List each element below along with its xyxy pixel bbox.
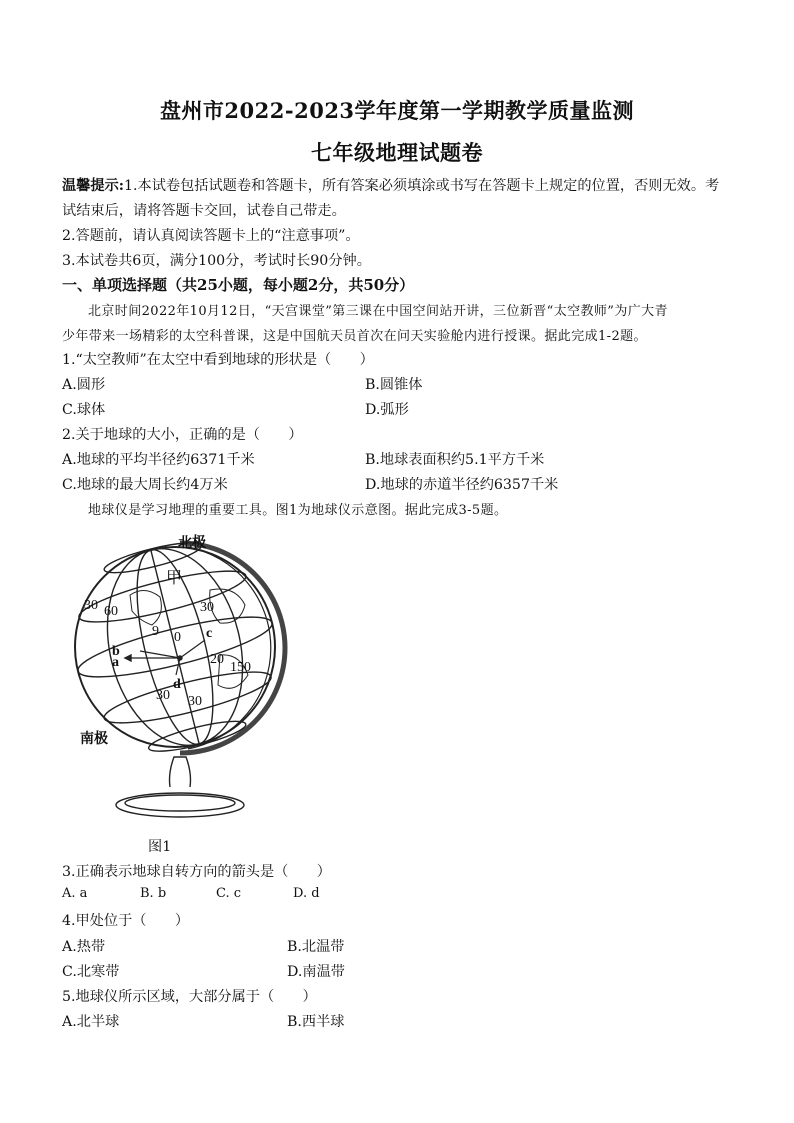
q1-option-b: B.圆锥体 bbox=[365, 377, 423, 393]
q4-option-d: D.南温带 bbox=[287, 964, 345, 980]
q3-option-a: A. a bbox=[62, 886, 88, 901]
q1-option-a: A.圆形 bbox=[62, 377, 106, 393]
q1-stem: 1.“太空教师”在太空中看到地球的形状是（ ） bbox=[62, 352, 374, 368]
q2-option-d: D.地球的赤道半径约6357千米 bbox=[365, 477, 559, 493]
globe-base bbox=[116, 793, 244, 817]
jia-label: 甲 bbox=[166, 570, 183, 587]
lat-label-30-south-east: 30 bbox=[188, 694, 202, 709]
passage1-line-1: 北京时间2022年10月12日，“天宫课堂”第三课在中国空间站开讲，三位新晋“太空教师”为广大青 bbox=[88, 304, 668, 319]
q1-option-d: D.弧形 bbox=[365, 402, 409, 418]
exam-subtitle: 七年级地理试题卷 bbox=[311, 140, 483, 165]
globe-figure bbox=[70, 525, 300, 825]
notice-line-4: 3.本试卷共6页，满分100分，考试时长90分钟。 bbox=[62, 253, 371, 269]
lon-label-20: 20 bbox=[210, 652, 224, 667]
lat-label-30-east: 30 bbox=[200, 600, 214, 615]
q4-option-c: C.北寒带 bbox=[62, 964, 120, 980]
q2-option-c: C.地球的最大周长约4万米 bbox=[62, 477, 228, 493]
q3-option-b: B. b bbox=[140, 886, 167, 901]
q5-option-b: B.西半球 bbox=[287, 1014, 345, 1030]
q2-stem: 2.关于地球的大小，正确的是（ ） bbox=[62, 427, 303, 443]
globe-stand bbox=[170, 757, 191, 787]
q3-stem: 3.正确表示地球自转方向的箭头是（ ） bbox=[62, 864, 331, 880]
north-pole-label: 北极 bbox=[178, 536, 206, 551]
lon-label-150: 150 bbox=[230, 660, 251, 675]
q2-option-b: B.地球表面积约5.1平方千米 bbox=[365, 452, 545, 468]
q4-option-a: A.热带 bbox=[62, 939, 106, 955]
lat-label-30-west: 30 bbox=[84, 598, 98, 613]
exam-title: 盘州市2022-2023学年度第一学期教学质量监测 bbox=[159, 98, 635, 123]
notice-line-2: 试结束后，请将答题卡交回，试卷自己带走。 bbox=[62, 203, 346, 219]
notice-label: 温馨提示: bbox=[62, 178, 124, 194]
q4-option-b: B.北温带 bbox=[287, 939, 345, 955]
notice-line-3: 2.答题前，请认真阅读答题卡上的“注意事项”。 bbox=[62, 228, 360, 244]
q3-option-d: D. d bbox=[293, 886, 320, 901]
arrow-c bbox=[180, 640, 205, 658]
arrow-label-c: c bbox=[206, 626, 213, 641]
q5-stem: 5.地球仪所示区域，大部分属于（ ） bbox=[62, 989, 317, 1005]
passage1-line-2: 少年带来一场精彩的太空科普课，这是中国航天员首次在问天实验舱内进行授课。据此完成1-2题。 bbox=[62, 329, 647, 344]
q4-stem: 4.甲处位于（ ） bbox=[62, 913, 190, 929]
lon-label-9: 9 bbox=[152, 624, 159, 639]
passage2-line-1: 地球仪是学习地理的重要工具。图1为地球仪示意图。据此完成3-5题。 bbox=[88, 503, 508, 518]
q3-option-c: C. c bbox=[216, 886, 242, 901]
section-heading: 一、单项选择题（共25小题，每小题2分，共50分） bbox=[62, 276, 415, 294]
arrow-label-b: b bbox=[112, 644, 120, 659]
lon-label-0: 0 bbox=[174, 630, 181, 645]
lat-label-30-south: 30 bbox=[156, 688, 170, 703]
notice-line-1 bbox=[62, 175, 719, 195]
q5-option-a: A.北半球 bbox=[62, 1014, 120, 1030]
q1-option-c: C.球体 bbox=[62, 402, 106, 418]
arrow-label-a: a bbox=[112, 655, 119, 670]
lon-label-60: 60 bbox=[104, 604, 118, 619]
q2-option-a: A.地球的平均半径约6371千米 bbox=[62, 452, 255, 468]
arrow-label-d: d bbox=[173, 677, 181, 692]
figure-caption: 图1 bbox=[148, 839, 172, 855]
south-pole-label: 南极 bbox=[80, 732, 108, 747]
notice-text-1: 1.本试卷包括试题卷和答题卡，所有答案必须填涂或书写在答题卡上规定的位置，否则无效。考 bbox=[124, 178, 720, 194]
